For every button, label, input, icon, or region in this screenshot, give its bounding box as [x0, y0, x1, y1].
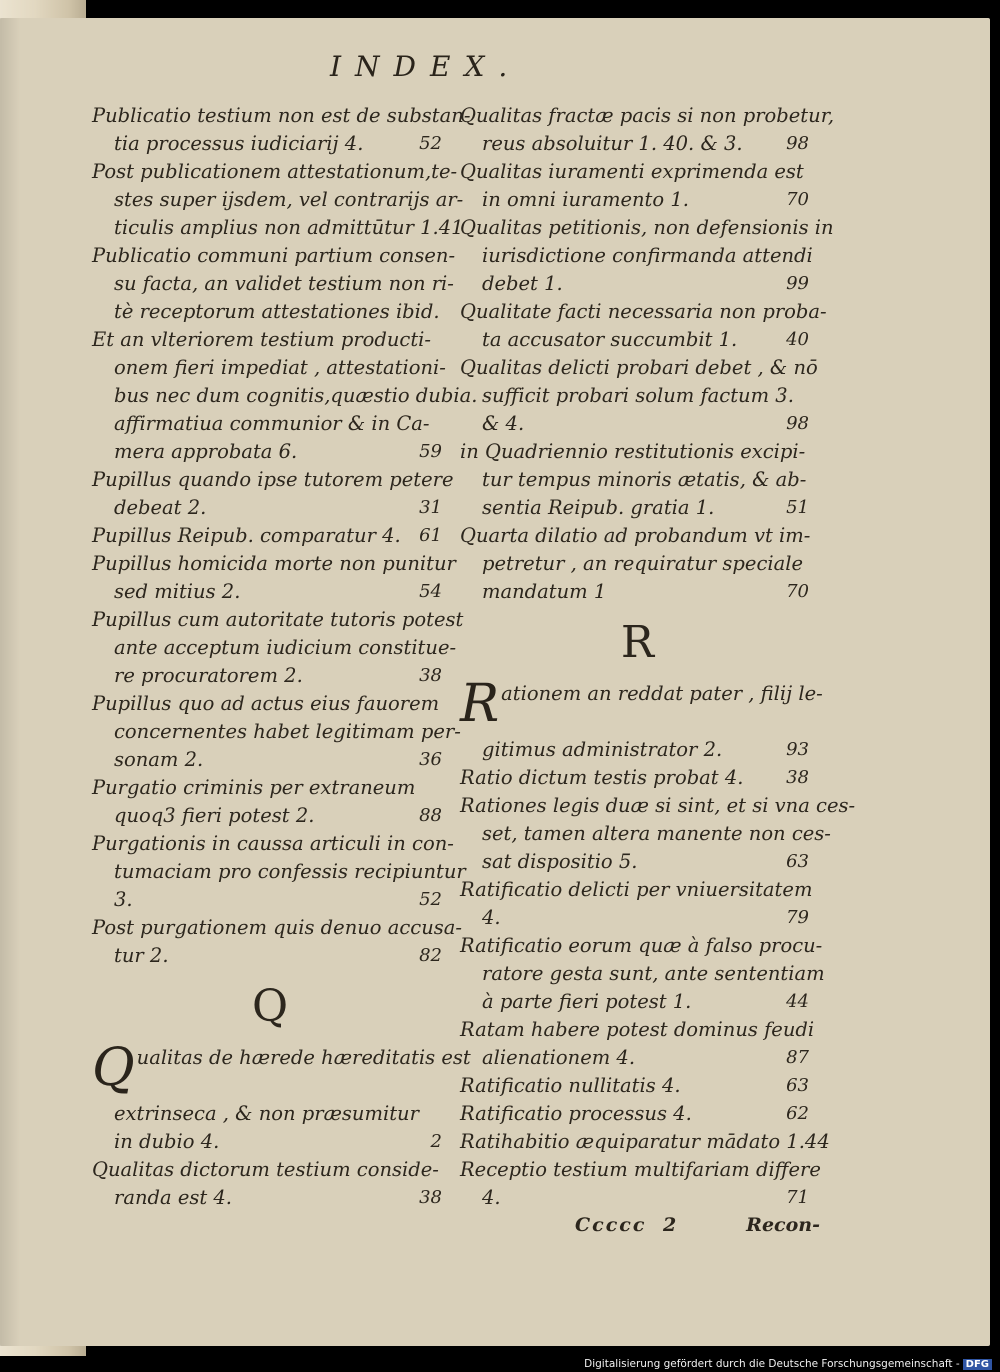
entry-text: Et an vlteriorem testium producti-: [92, 328, 432, 351]
entry-text: 4.: [482, 1186, 501, 1209]
page-reference: 52: [419, 889, 442, 910]
index-entry: [460, 876, 815, 932]
entry-line: [92, 746, 448, 774]
entry-line: [460, 932, 823, 960]
index-entry: [92, 1156, 448, 1212]
entry-line: [92, 410, 448, 438]
entry-text: Qualitas fractæ pacis si non probetur,: [460, 104, 835, 127]
entry-line: [92, 270, 454, 298]
entry-line: [92, 354, 448, 382]
entry-line: [92, 186, 464, 214]
entry-line: [92, 634, 457, 662]
entry-line: [92, 1038, 471, 1100]
entry-line: [460, 102, 835, 130]
page-reference: 88: [419, 805, 442, 826]
entry-text: Ratificatio processus 4.: [460, 1102, 692, 1125]
index-entry: [92, 326, 478, 466]
entry-line: [460, 130, 815, 158]
entry-text: sed mitius 2.: [114, 580, 241, 603]
dfg-logo: DFG: [963, 1359, 992, 1370]
entry-line: [460, 736, 815, 764]
page-reference: 98: [786, 413, 809, 434]
entry-text: Qualitate facti necessaria non proba-: [460, 300, 827, 323]
entry-line: [460, 1016, 815, 1044]
entry-line: [92, 158, 458, 186]
entry-line: [92, 718, 461, 746]
page-reference: 59: [419, 441, 442, 462]
entry-line: [92, 1100, 448, 1128]
page-reference: 93: [786, 739, 809, 760]
entry-text: onem fieri impediat , attestationi-: [114, 356, 446, 379]
entry-line: [460, 354, 818, 382]
entry-line: [460, 1100, 815, 1128]
index-entry: [92, 914, 462, 970]
page-reference: 87: [786, 1047, 809, 1068]
credit-text: Digitalisierung gefördert durch die Deutsche Forschungsgemeinschaft -: [584, 1358, 960, 1370]
index-entry: [92, 774, 448, 830]
entry-line: [92, 494, 448, 522]
entry-text: Qualitas petitionis, non defensionis in: [460, 216, 834, 239]
entry-text: ante acceptum iudicium constitue-: [114, 636, 457, 659]
page-reference: 62: [786, 1103, 809, 1124]
entry-line: [460, 904, 815, 932]
entry-text: bus nec dum cognitis,quæstio dubia.: [114, 384, 478, 407]
entry-text: Quarta dilatio ad probandum vt im-: [460, 524, 811, 547]
entry-text: reus absoluitur 1. 40. & 3.: [482, 132, 743, 155]
entry-text: Qualitas delicti probari debet , & nō: [460, 356, 818, 379]
entry-line: [460, 1044, 815, 1072]
entry-text: Purgatio criminis per extraneum: [92, 776, 416, 799]
entry-text: su facta, an validet testium non ri-: [114, 272, 454, 295]
index-entry: [92, 1038, 471, 1156]
entry-line: [92, 662, 448, 690]
entry-text: sufficit probari solum factum 3.: [482, 384, 794, 407]
page-reference: 38: [419, 665, 442, 686]
entry-text: à parte fieri potest 1.: [482, 990, 692, 1013]
entry-text: ta accusator succumbit 1.: [482, 328, 738, 351]
drop-cap: R: [460, 674, 500, 734]
section-letter-r: R: [620, 617, 655, 668]
entry-line: [92, 942, 448, 970]
index-entry: [460, 764, 815, 792]
entry-text: debet 1.: [482, 272, 563, 295]
entry-text: in Quadriennio restitutionis excipi-: [460, 440, 806, 463]
entry-line: [92, 466, 454, 494]
entry-text: tumaciam pro confessis recipiuntur: [114, 860, 466, 883]
page-reference: 98: [786, 133, 809, 154]
entry-line: [460, 522, 815, 550]
page-reference: 63: [786, 851, 809, 872]
entry-line: [92, 1184, 448, 1212]
entry-line: [460, 848, 815, 876]
entry-line: [92, 774, 448, 802]
entry-text: in dubio 4.: [114, 1130, 220, 1153]
entry-line: [92, 578, 448, 606]
entry-text: Ratificatio eorum quæ à falso procu-: [460, 934, 823, 957]
entry-line: [460, 382, 815, 410]
entry-text: Ratam habere potest dominus feudi: [460, 1018, 815, 1041]
entry-line: [460, 270, 815, 298]
entry-text: randa est 4.: [114, 1186, 232, 1209]
index-entry: [460, 214, 834, 298]
index-entry: [460, 674, 823, 764]
entry-text: sentia Reipub. gratia 1.: [482, 496, 715, 519]
entry-line: [460, 1128, 830, 1156]
entry-line: [92, 438, 448, 466]
page-reference: 36: [419, 749, 442, 770]
entry-text: Ratificatio nullitatis 4.: [460, 1074, 681, 1097]
index-entry: [92, 550, 456, 606]
entry-text: Publicatio testium non est de substan-: [92, 104, 471, 127]
page-reference: 71: [786, 1187, 809, 1208]
entry-text: in omni iuramento 1.: [482, 188, 689, 211]
index-entry: [92, 466, 454, 522]
entry-text: alienationem 4.: [482, 1046, 636, 1069]
page-reference: 99: [786, 273, 809, 294]
entry-text: sonam 2.: [114, 748, 204, 771]
entry-text: gitimus administrator 2.: [482, 738, 723, 761]
entry-text: ualitas de hærede hæreditatis est: [136, 1046, 471, 1069]
page-reference: 63: [786, 1075, 809, 1096]
page-reference: 70: [786, 189, 809, 210]
entry-line: [460, 410, 815, 438]
entry-text: Rationes legis duæ si sint, et si vna ces-: [460, 794, 856, 817]
entry-line: [460, 438, 815, 466]
entry-text: 4.: [482, 906, 501, 929]
index-entry: [460, 438, 815, 522]
entry-line: [92, 242, 456, 270]
entry-line: [92, 130, 448, 158]
entry-line: [460, 214, 834, 242]
entry-line: [460, 242, 815, 270]
index-entry: [92, 606, 464, 690]
entry-line: [460, 876, 815, 904]
entry-line: [460, 1072, 815, 1100]
entry-line: [92, 550, 456, 578]
index-entry: [92, 690, 461, 774]
entry-text: & 4.: [482, 412, 525, 435]
entry-text: quoq3 fieri potest 2.: [114, 804, 315, 827]
entry-text: Post purgationem quis denuo accusa-: [92, 916, 462, 939]
entry-text: Pupillus homicida morte non punitur: [92, 552, 456, 575]
entry-text: tia processus iudiciarij 4.: [114, 132, 364, 155]
section-letter-q: Q: [251, 981, 289, 1032]
entry-line: [460, 674, 823, 736]
entry-line: [460, 158, 815, 186]
entry-text: concernentes habet legitimam per-: [114, 720, 461, 743]
index-entry: [460, 932, 825, 1016]
entry-text: Pupillus cum autoritate tutoris potest: [92, 608, 464, 631]
index-entry: [92, 158, 464, 242]
entry-line: [92, 830, 454, 858]
entry-text: Qualitas dictorum testium conside-: [92, 1158, 439, 1181]
entry-line: [460, 298, 827, 326]
index-entry: [460, 1100, 815, 1128]
entry-text: Ratihabitio æquiparatur mādato 1.44: [460, 1130, 830, 1153]
entry-line: [92, 690, 448, 718]
entry-line: [460, 792, 856, 820]
entry-text: mera approbata 6.: [114, 440, 298, 463]
page-reference: 38: [419, 1187, 442, 1208]
entry-text: Pupillus quo ad actus eius fauorem: [92, 692, 440, 715]
page-reference: 51: [786, 497, 809, 518]
entry-text: set, tamen altera manente non ces-: [482, 822, 831, 845]
index-entry: [460, 298, 827, 354]
entry-line: [92, 1156, 448, 1184]
entry-line: [460, 820, 831, 848]
entry-line: [460, 550, 815, 578]
entry-text: debeat 2.: [114, 496, 207, 519]
index-entry: [460, 102, 835, 158]
entry-text: Receptio testium multifariam differe: [460, 1158, 821, 1181]
page-reference: 44: [786, 991, 809, 1012]
entry-text: Pupillus quando ipse tutorem petere: [92, 468, 454, 491]
entry-text: sat dispositio 5.: [482, 850, 638, 873]
entry-line: [460, 326, 815, 354]
entry-line: [460, 1156, 821, 1184]
entry-text: ratore gesta sunt, ante sententiam: [482, 962, 825, 985]
page-reference: 2: [430, 1131, 442, 1152]
entry-line: [92, 858, 466, 886]
page-reference: 82: [419, 945, 442, 966]
entry-line: [460, 494, 815, 522]
entry-text: tur 2.: [114, 944, 169, 967]
page-reference: 52: [419, 133, 442, 154]
page-reference: 70: [786, 581, 809, 602]
page-reference: 40: [786, 329, 809, 350]
entry-text: Qualitas iuramenti exprimenda est: [460, 160, 804, 183]
entry-line: [460, 988, 815, 1016]
entry-text: mandatum 1: [482, 580, 607, 603]
entry-line: [92, 298, 448, 326]
entry-text: affirmatiua communior & in Ca-: [114, 412, 430, 435]
entry-line: [92, 382, 478, 410]
signature-mark: Ccccc: [575, 1214, 647, 1236]
index-column-right: [460, 102, 856, 1212]
index-entry: [460, 522, 815, 606]
entry-text: Publicatio communi partium consen-: [92, 244, 456, 267]
index-entry: [460, 792, 856, 876]
index-entry: [92, 522, 448, 550]
index-entry: [92, 102, 471, 158]
entry-text: Ratio dictum testis probat 4.: [460, 766, 744, 789]
index-entry: [92, 242, 456, 326]
entry-text: tè receptorum attestationes ibid.: [114, 300, 440, 323]
signature-number: 2: [663, 1214, 677, 1236]
entry-line: [92, 802, 448, 830]
page-reference: 61: [419, 525, 442, 546]
entry-line: [92, 214, 464, 242]
entry-line: [92, 1128, 448, 1156]
book-page: [0, 18, 990, 1346]
entry-line: [460, 1184, 815, 1212]
index-entry: [460, 1156, 821, 1212]
index-entry: [460, 1072, 815, 1100]
digitization-credit: [584, 1358, 992, 1370]
running-header: INDEX.: [330, 50, 522, 83]
entry-text: 3.: [114, 888, 133, 911]
entry-text: Purgationis in caussa articuli in con-: [92, 832, 454, 855]
entry-text: ticulis amplius non admittūtur 1.41: [114, 216, 464, 239]
page-reference: 31: [419, 497, 442, 518]
index-entry: [460, 1128, 830, 1156]
index-entry: [92, 830, 466, 914]
entry-line: [92, 522, 448, 550]
entry-line: [92, 606, 464, 634]
entry-text: Post publicationem attestationum,te-: [92, 160, 458, 183]
index-entry: [460, 354, 818, 438]
page-reference: 79: [786, 907, 809, 928]
entry-text: petretur , an requiratur speciale: [482, 552, 804, 575]
page-reference: 54: [419, 581, 442, 602]
entry-line: [460, 466, 815, 494]
catchword: Recon-: [746, 1214, 820, 1236]
page-reference: 38: [786, 767, 809, 788]
entry-line: [460, 578, 815, 606]
index-column-left: [92, 102, 478, 1212]
entry-line: [92, 914, 462, 942]
entry-line: [92, 326, 448, 354]
entry-text: Pupillus Reipub. comparatur 4.: [92, 524, 401, 547]
entry-text: extrinseca , & non præsumitur: [114, 1102, 419, 1125]
index-entry: [460, 158, 815, 214]
entry-line: [460, 960, 825, 988]
entry-line: [92, 102, 471, 130]
index-entry: [460, 1016, 815, 1072]
drop-cap: Q: [92, 1038, 135, 1098]
entry-text: Ratificatio delicti per vniuersitatem: [460, 878, 813, 901]
entry-text: re procuratorem 2.: [114, 664, 303, 687]
entry-line: [460, 764, 815, 792]
entry-line: [460, 186, 815, 214]
entry-text: iurisdictione confirmanda attendi: [482, 244, 813, 267]
entry-text: ationem an reddat pater , filij le-: [501, 682, 823, 705]
entry-text: tur tempus minoris ætatis, & ab-: [482, 468, 807, 491]
entry-line: [92, 886, 448, 914]
entry-text: stes super ijsdem, vel contrarijs ar-: [114, 188, 464, 211]
